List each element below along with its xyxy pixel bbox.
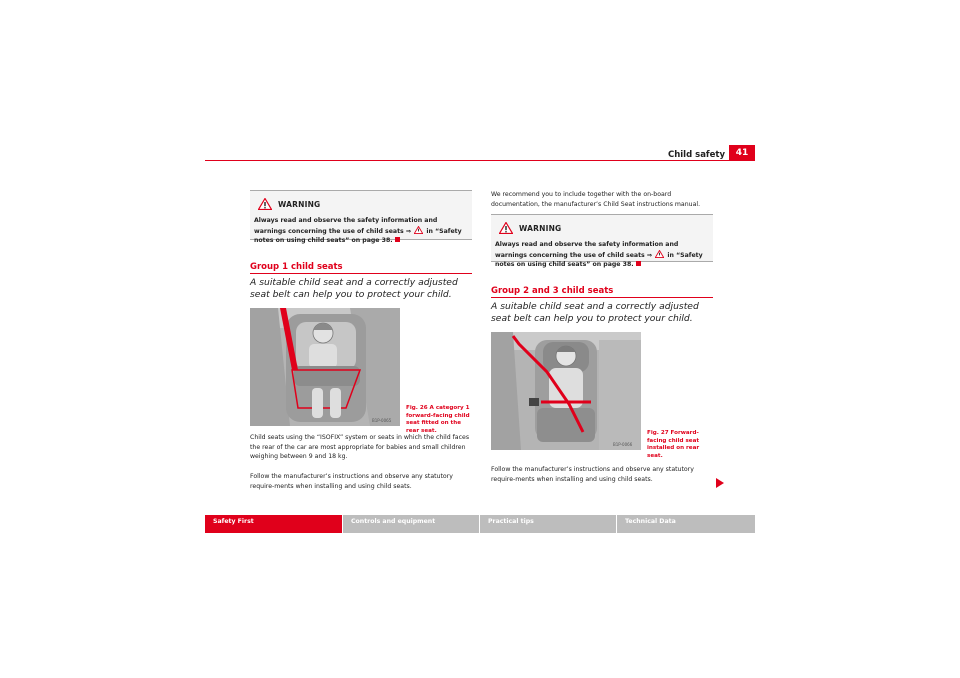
header-rule xyxy=(205,160,755,161)
section-rule xyxy=(250,273,472,274)
booster-seat-illustration xyxy=(491,332,641,450)
page-number: 41 xyxy=(729,145,755,161)
footer-tab-practical-tips[interactable]: Practical tips xyxy=(480,515,616,533)
figure-caption-26: Fig. 26 A category 1 forward-facing child seat fitted on the rear seat. xyxy=(406,405,470,434)
paragraph-instructions-right: Follow the manufacturer’s instructions and observe any statutory require-ments when installing and using child seats. xyxy=(491,466,694,483)
paragraph-instructions-left: Follow the manufacturer’s instructions and observe any statutory require-ments when installing and using child seats. xyxy=(250,473,453,490)
warning-box-left xyxy=(250,190,472,244)
section-subtitle: A suitable child seat and a correctly adjusted seat belt can help you to protect your child. xyxy=(491,301,699,324)
next-page-arrow-icon[interactable] xyxy=(716,478,724,488)
warning-title: WARNING xyxy=(278,199,321,209)
paragraph-on-board-docs: We recommend you to include together with the on-board documentation, the manufacturer’s Child Seat instructions manual. xyxy=(491,191,701,208)
figure-group1-child-seat xyxy=(250,308,400,426)
warning-box-right xyxy=(491,214,713,268)
warning-reference: in “Safety notes on using child seats” on page 38. xyxy=(495,251,703,268)
warning-title: WARNING xyxy=(519,223,562,233)
warning-triangle-icon xyxy=(655,250,664,258)
warning-text: Always read and observe the safety information and warnings concerning the use of child seats ⇒ xyxy=(254,217,438,235)
end-of-section-mark xyxy=(636,261,641,266)
child-seat-illustration xyxy=(250,308,400,426)
paragraph-isofix: Child seats using the “ISOFIX” system or seats in which the child faces the rear of the car are most appropriate for babies and small children weighing between 9 and 18 kg. xyxy=(250,434,470,460)
footer-tab-controls-equipment[interactable]: Controls and equipment xyxy=(343,515,479,533)
footer-tab-safety-first[interactable]: Safety First xyxy=(205,515,342,533)
figure-code: B1P-0066 xyxy=(613,442,633,447)
warning-triangle-icon xyxy=(414,226,423,234)
warning-reference: in “Safety notes on using child seats” on page 38. xyxy=(254,227,462,244)
page-title: Child safety xyxy=(667,150,725,160)
figure-group2-3-child-seat xyxy=(491,332,641,450)
warning-triangle-icon xyxy=(258,198,272,210)
warning-text: Always read and observe the safety information and warnings concerning the use of child seats ⇒ xyxy=(495,241,679,259)
figure-caption-27: Fig. 27 Forward-facing child seat installed on rear seat. xyxy=(647,430,700,459)
section-rule xyxy=(491,297,713,298)
section-heading-group-2-3: Group 2 and 3 child seats xyxy=(491,286,614,296)
warning-triangle-icon xyxy=(499,222,513,234)
end-of-section-mark xyxy=(395,237,400,242)
figure-code: B1P-0065 xyxy=(372,418,392,423)
section-subtitle: A suitable child seat and a correctly adjusted seat belt can help you to protect your child. xyxy=(250,277,458,300)
section-heading-group-1: Group 1 child seats xyxy=(250,262,343,272)
footer-tab-technical-data[interactable]: Technical Data xyxy=(617,515,755,533)
